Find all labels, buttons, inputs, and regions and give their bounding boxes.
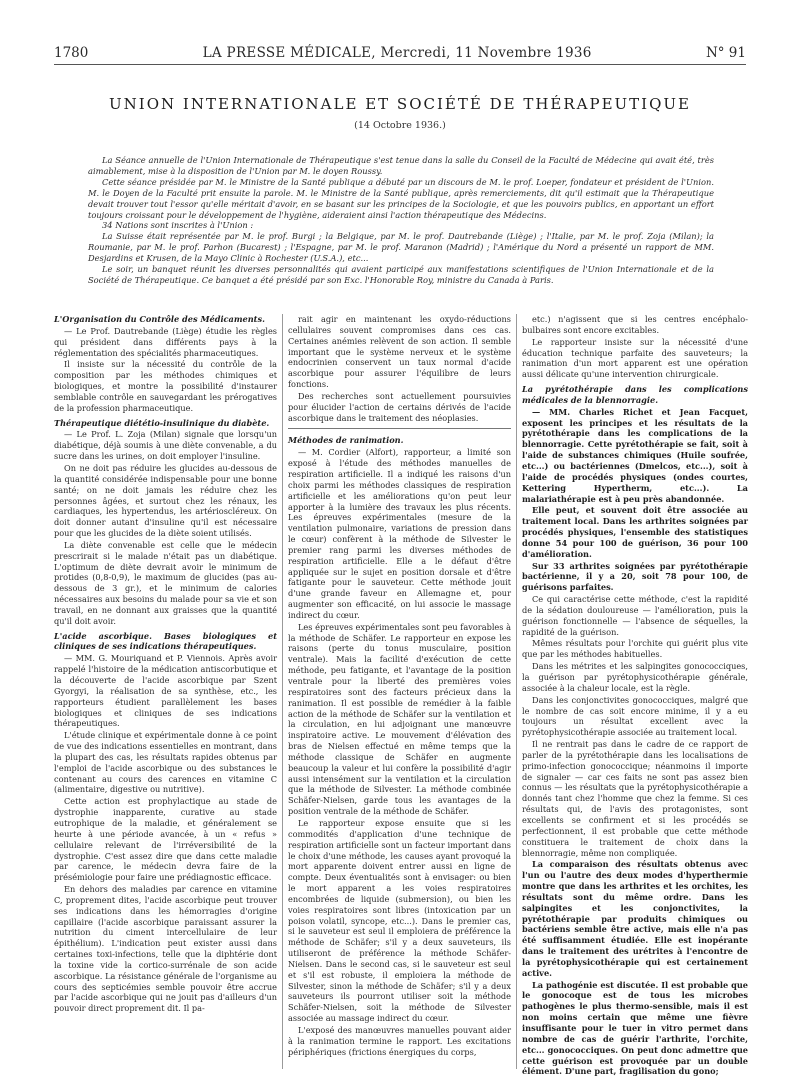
column-divider — [282, 314, 283, 1069]
column-2 — [288, 314, 511, 1059]
paragraph: — MM. G. Mouriquand et P. Viennois. Après avoir rappelé l'histoire de la médication antiscorbutique et la découverte de l'acide ascorbique par Szent Gyorgyi, la réalisation de sa synthèse, etc., les rapporteurs étudient parallèlement les bases biologiques et cliniques de ses indications thérapeutiques. — [54, 653, 277, 729]
paragraph: — M. Cordier (Alfort), rapporteur, a limité son exposé à l'étude des méthodes manuelles de respiration artificielle. Il a indiqué les raisons d'un choix parmi les méthodes classiques de respiration artificielle et les améliorations qu'on peut leur apporter à la lumière des travaux les plus récents. Les épreuves expérimentales (mesure de la ventilation pulmonaire, variations de pression dans le cœur) confèrent à la méthode de Silvester le premier rang parmi les diverses méthodes de respiration artificielle. Elle a le défaut d'être appliquée sur le sujet en position dorsale et d'être fatigante pour le sauveteur. Cette méthode jouit d'une grande faveur en Allemagne et, pour augmenter son efficacité, on lui associe le massage indirect du cœur. — [288, 447, 511, 620]
section-title: La pyrétothérapie dans les complications médicales de la blennorragie. — [522, 384, 748, 405]
paragraph: Il ne rentrait pas dans le cadre de ce rapport de parler de la pyrétothérapie dans les localisations de primo-infection gonococcique; néanmoins il importe de signaler — car ces faits ne sont pas assez bien connus — les résultats que la pyrétophysicothérapie a donnés tant chez l'homme que chez la femme. Si ces résultats qui, de l'avis des protagonistes, sont excellents se confirment et si les procédés se perfectionnent, il est probable que cette méthode constituera le traitement de choix dans la blennorragie, même non compliquée. — [522, 739, 748, 858]
column-divider — [516, 314, 517, 1069]
paragraph: Dans les conjonctivites gonococciques, malgré que le nombre de cas soit encore minime, il y a eu toujours un résultat excellent avec la pyrétophysicothérapie associée au traitement local. — [522, 694, 748, 738]
paragraph: etc.) n'agissent que si les centres encéphalo-bulbaires sont encore excitables. — [522, 314, 748, 335]
section-rule — [288, 428, 511, 429]
header-rule — [54, 64, 746, 65]
article-date: (14 Octobre 1936.) — [354, 120, 446, 131]
column-3 — [522, 314, 748, 1078]
section-title: L'Organisation du Contrôle des Médicaments. — [54, 314, 265, 324]
intro-block — [88, 155, 714, 286]
section-title: Thérapeutique diététio-insulinique du diabète. — [54, 417, 270, 428]
paragraph: Le rapporteur insiste sur la nécessité d'une éducation technique parfaite des sauveteurs; la ranimation d'un mort apparent est une opération aussi délicate qu'une intervention chirurgicale. — [522, 336, 748, 380]
running-header — [54, 45, 746, 61]
section-title: L'acide ascorbique. Bases biologiques et cliniques de ses indications thérapeutiques. — [54, 630, 277, 652]
paragraph: On ne doit pas réduire les glucides au-dessous de la quantité considérée indispensable pour une bonne santé; on ne doit jamais les réduire chez les personnes âgées, et surtout chez les rénaux, les cardiaques, les hypertendus, les artérioscléreux. On doit donner autant d'insuline qu'il est nécessaire pour que les glucides de la diète soient utilisés. — [54, 462, 277, 539]
paragraph: La comparaison des résultats obtenus avec l'un ou l'autre des deux modes d'hyperthermie montre que dans les arthrites et les orchites, les résultats sont du même ordre. Dans les salpingites et les conjonctivites, la pyrétothérapie par produits chimiques ou bactériens semble être active, mais elle n'a pas été suffisamment étudiée. Elle est inopérante dans le traitement des urétrites à l'encontre de la pyrétophysicothérapie qui est certainement active. — [522, 859, 748, 978]
paragraph: En dehors des maladies par carence en vitamine C, proprement dites, l'acide ascorbique peut trouver ses indications dans les hémorragies d'origine capillaire (l'acide ascorbique paraissant assurer la nutrition du ciment intercellulaire de leur épithélium). L'indication peut exister aussi dans certaines toxi-infections, telle que la diphtérie dont la toxine vide la cortico-surrénale de son acide ascorbique. La résistance générale de l'organisme au cours des septicémies semble pouvoir être accrue par l'acide ascorbique qui ne jouit pas d'ailleurs d'un pouvoir direct proprement dit. Il pa- — [54, 884, 277, 1014]
column-1 — [54, 314, 277, 1015]
paragraph: Le rapporteur expose ensuite que si les commodités d'application d'une technique de respiration artificielle sont un facteur important dans le choix d'une méthode, les causes ayant provoqué la mort apparente doivent entrer aussi en ligne de compte. Deux éventualités sont à envisager: ou bien le mort apparent a les voies respiratoires encombrées de liquide (submersion), ou bien les voies respiratoires sont libres (intoxication par un poison volatil, syncope, etc...). Dans le premier cas, si le sauveteur est seul il emploiera de préférence la méthode de Schäfer; s'il y a deux sauveteurs, ils utiliseront de préférence la méthode Schäfer-Nielsen. Dans le second cas, si le sauveteur est seul et s'il est robuste, il emploiera la méthode de Silvester, sinon la méthode de Schäfer; s'il y a deux sauveteurs ils pourront utiliser soit la méthode Schäfer-Nielsen, soit la méthode de Silvester associée au massage indirect du cœur. — [288, 817, 511, 1024]
paragraph: — Le Prof. L. Zoja (Milan) signale que lorsqu'un diabétique, déjà soumis à une diète convenable, a du sucre dans les urines, on doit employer l'insuline. — [54, 429, 277, 462]
paragraph: Il insiste sur la nécessité du contrôle de la composition par les méthodes chimiques et biologiques, et montre la possibilité d'instaurer semblable contrôle en sauvegardant les prérogatives de la profession pharmaceutique. — [54, 359, 277, 413]
paragraph: — Le Prof. Dautrebande (Liège) étudie les règles qui président dans différents pays à la réglementation des spécialités pharmaceutiques. — [54, 325, 277, 358]
paragraph: Les épreuves expérimentales sont peu favorables à la méthode de Schäfer. Le rapporteur en expose les raisons (perte du tonus musculaire, position ventrale). Mais la facilité d'exécution de cette méthode, peu fatigante, et l'avantage de la position ventrale pour la liberté des premières voies respiratoires sont des facteurs précieux dans la ranimation. Il est possible de remédier à la faible action de la méthode de Schäfer sur la ventilation et la circulation, en lui adjoignant une manœuvre inspiratoire active. Le mouvement d'élévation des bras de Nielsen effectué en même temps que la méthode classique de Schäfer en augmente beaucoup la valeur et lui confère la possibilité d'agir aussi intensément sur la ventilation et la circulation que la méthode de Silvester. La méthode combinée Schäfer-Nielsen, garde tous les avantages de la position ventrale de la méthode de Schäfer. — [288, 621, 511, 817]
paragraph: L'exposé des manœuvres manuelles pouvant aider à la ranimation termine le rapport. Les excitations périphériques (frictions énergiques du corps, — [288, 1025, 511, 1057]
paragraph: L'étude clinique et expérimentale donne à ce point de vue des indications essentielles en montrant, dans la plupart des cas, les résultats rapides obtenus par l'emploi de l'acide ascorbique ou des substances le contenant au cours des carences en vitamine C (alimentaire, digestive ou nutritive). — [54, 730, 277, 795]
paragraph: Dans les métrites et les salpingites gonococciques, la guérison par pyrétophysicothérapie générale, associée à la chaleur locale, est la règle. — [522, 661, 748, 693]
paragraph: La pathogénie est discutée. Il est probable que le gonocoque est de tous les microbes pathogènes le plus thermo-sensible, mais il est non moins certain que même une fièvre insuffisante pour le tuer in vitro permet dans nombre de cas de guérir l'arthrite, l'orchite, etc... gonococciques. On peut donc admettre que cette guérison est provoquée par un double élément. D'une part, fragilisation du gono; — [522, 979, 748, 1077]
section-title: Méthodes de ranimation. — [288, 435, 404, 446]
paragraph: Ce qui caractérise cette méthode, c'est la rapidité de la sédation douloureuse — l'amélioration, puis la guérison fonctionnelle — l'absence de séquelles, la rapidité de la guérison. — [522, 594, 748, 637]
issue-number: N° 91 — [705, 45, 746, 61]
paragraph: Cette action est prophylactique au stade de dystrophie inapparente, curative au stade eutrophique de la maladie, et généralement se heurte à une période avancée, à un « refus » cellulaire relevant de l'irréversibilité de la dystrophie. C'est assez dire que dans cette maladie par carence, le médecin devra faire de la présémiologie pour faire une prédiagnostic efficace. — [54, 796, 277, 883]
intro-paragraph: La Suisse était représentée par M. le prof. Burgi ; la Belgique, par M. le prof. Dautrebande (Liège) ; l'Italie, par M. le prof. Zoja (Milan); la Roumanie, par M. le prof. Parhon (Bucarest) ; l'Espagne, par M. le prof. Maranon (Madrid) ; l'Amérique du Nord a présenté un rapport de MM. Desjardins et Krusen, de la Mayo Clinic à Rochester (U.S.A.), etc... — [88, 231, 714, 264]
paragraph: La diète convenable est celle que le médecin prescrirait si le malade n'était pas un diabétique. L'optimum de diète devrait avoir le minimum de protides (0,8-0,9), le maximum de glucides (pas au-dessous de 3 gr.), et le minimum de calories nécessaires aux besoins du malade pour sa vie et son travail, en ne donnant aux graisses que la quantité qu'il doit avoir. — [54, 539, 277, 626]
paragraph: rait agir en maintenant les oxydo-réductions cellulaires souvent compromises dans ces cas. Certaines anémies relèvent de son action. Il semble important que le système nerveux et le système endocrinien conservent un taux normal d'acide ascorbique pour assurer l'équilibre de leurs fonctions. — [288, 314, 511, 390]
intro-paragraph: Cette séance présidée par M. le Ministre de la Santé publique a débuté par un discours de M. le prof. Loeper, fondateur et président de l'Union. M. le Doyen de la Faculté prit ensuite la parole. M. le Ministre de la Santé publique, après remerciements, dit qu'il estimait que la Thérapeutique devait trouver tout l'essor qu'elle méritait d'avoir, en se basant sur les principes de la Sociologie, et que les pouvoirs publics, en apportant un effort toujours croissant pour le développement de l'hygiène, aideraient ainsi l'action thérapeutique des Médecins. — [88, 176, 714, 220]
article-title: UNION INTERNATIONALE ET SOCIÉTÉ DE THÉRAPEUTIQUE — [109, 95, 691, 113]
paragraph: — MM. Charles Richet et Jean Facquet, exposent les principes et les résultats de la pyrétothérapie dans les complications de la blennorragie. Cette pyrétothérapie se fait, soit à l'aide de substances chimiques (Huile soufrée, etc...) ou bactériennes (Dmelcos, etc...), soit à l'aide de procédés physiques (ondes courtes, Kettering Hypertherm, etc...). La malariathérapie est à peu près abandonnée. — [522, 406, 748, 504]
running-title: LA PRESSE MÉDICALE, Mercredi, 11 Novembre 1936 — [202, 45, 592, 61]
paragraph: Elle peut, et souvent doit être associée au traitement local. Dans les arthrites soignées par procédés physiques, l'ensemble des statistiques donne 54 pour 100 de guérison, 36 pour 100 d'amélioration. — [522, 505, 748, 559]
intro-paragraph: 34 Nations sont inscrites à l'Union : — [102, 220, 254, 231]
page-number: 1780 — [54, 45, 89, 61]
intro-paragraph: Le soir, un banquet réunit les diverses personnalités qui avaient participé aux manifestations scientifiques de l'Union Internationale et de la Société de Thérapeutique. Ce banquet a été présidé par son Exc. l'Honorable Roy, ministre du Canada à Paris. — [88, 264, 714, 285]
paragraph: Sur 33 arthrites soignées par pyrétothérapie bactérienne, il y a 20, soit 78 pour 100, de guérisons parfaites. — [522, 560, 748, 593]
paragraph: Des recherches sont actuellement poursuivies pour élucider l'action de certains dérivés de l'acide ascorbique dans le traitement des néoplasies. — [288, 390, 511, 423]
intro-paragraph: La Séance annuelle de l'Union Internationale de Thérapeutique s'est tenue dans la salle du Conseil de la Faculté de Médecine qui avait été, très aimablement, mise à la disposition de l'Union par M. le doyen Roussy. — [88, 155, 714, 176]
paragraph: Mêmes résultats pour l'orchite qui guérit plus vite que par les méthodes habituelles. — [522, 638, 748, 660]
